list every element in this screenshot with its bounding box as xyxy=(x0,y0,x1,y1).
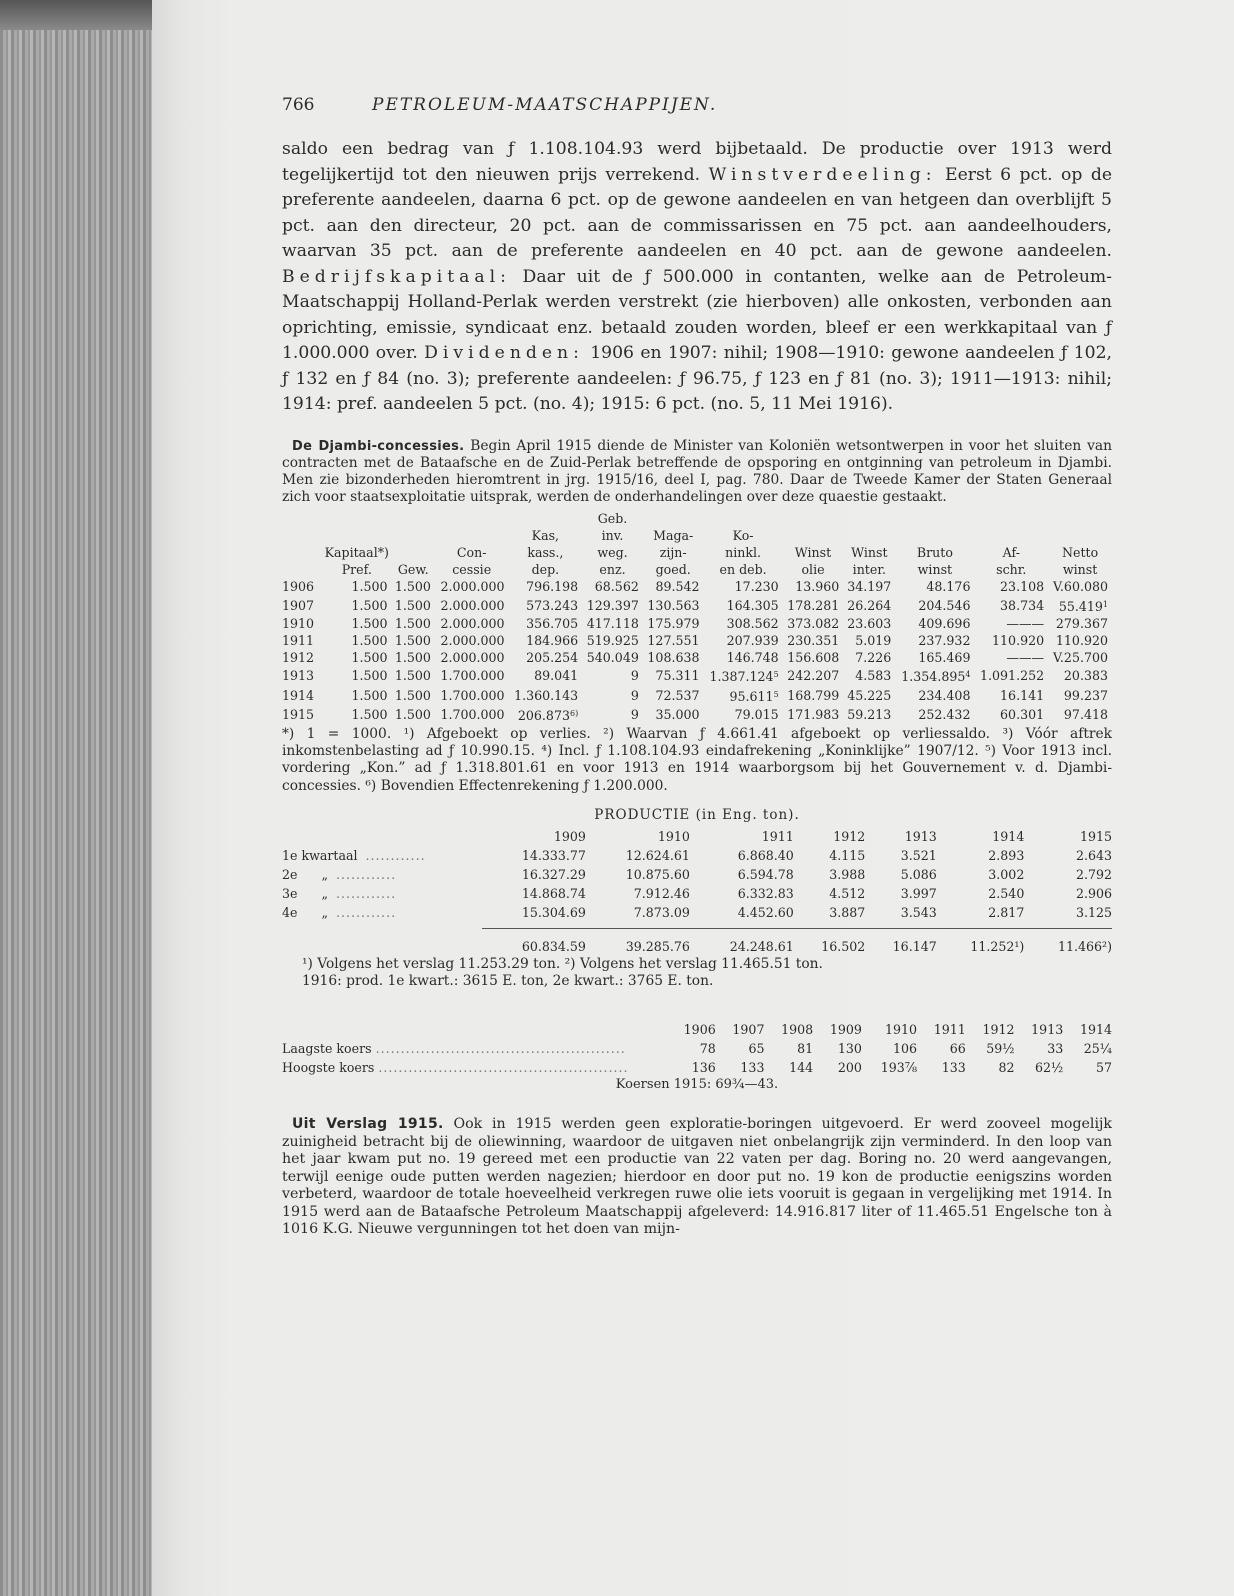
column-header: olie xyxy=(801,562,825,578)
table-cell: 2.000.000 xyxy=(440,632,505,648)
table-cell: 75.311 xyxy=(655,668,700,684)
column-header: weg. xyxy=(597,545,628,561)
table-cell: 89.542 xyxy=(655,579,700,595)
koersen-table xyxy=(282,1020,1112,1077)
year-header: 1914 xyxy=(992,828,1025,844)
table-cell: 4.512 xyxy=(829,885,866,901)
table-cell: 4.115 xyxy=(829,847,866,863)
table-cell: 1.500 xyxy=(394,615,431,631)
table-cell: 1.500 xyxy=(351,668,388,684)
footnote-marker: 5 xyxy=(773,670,779,680)
column-header: Pref. xyxy=(341,562,372,578)
table-cell: 242.207 xyxy=(787,668,840,684)
table-cell: 409.696 xyxy=(918,615,971,631)
year-header: 1906 xyxy=(683,1022,716,1038)
table-cell: 23.108 xyxy=(1000,579,1045,595)
table-cell: 65 xyxy=(748,1041,765,1057)
table-cell: 796.198 xyxy=(526,579,579,595)
year-header: 1909 xyxy=(829,1022,862,1038)
table-cell: 519.925 xyxy=(586,632,639,648)
column-header: winst xyxy=(917,562,953,578)
column-header xyxy=(974,510,1048,527)
column-header xyxy=(783,527,844,544)
column-header xyxy=(509,510,583,527)
table-cell: 178.281 xyxy=(787,597,840,613)
table-cell: 129.397 xyxy=(586,597,639,613)
table-cell: 95.611$^5$ xyxy=(729,688,779,704)
table-cell: 2.000.000 xyxy=(440,597,505,613)
table-cell: V.25.700 xyxy=(1053,650,1108,666)
year-header: 1908 xyxy=(781,1022,814,1038)
table-cell: 2.817 xyxy=(988,904,1025,920)
footnote-marker: 4 xyxy=(965,670,971,680)
table-cell: 81 xyxy=(797,1041,814,1057)
table-cell: 82 xyxy=(998,1060,1015,1076)
column-header xyxy=(974,527,1048,544)
table-cell: 308.562 xyxy=(726,615,779,631)
column-header: winst xyxy=(1062,562,1098,578)
table-cell: 34.197 xyxy=(847,579,892,595)
table-cell: 13.960 xyxy=(795,579,840,595)
table-cell: 1.387.124$^5$ xyxy=(709,669,779,685)
table-cell: 12.624.61 xyxy=(625,847,690,863)
table-row xyxy=(282,578,1112,595)
table-cell: 2.643 xyxy=(1075,847,1112,863)
table-cell: 1912 xyxy=(282,650,315,666)
column-header: kass., xyxy=(527,545,564,561)
page-number: 766 xyxy=(282,95,315,115)
book-edge-shadow xyxy=(0,0,152,30)
table-cell: 4.452.60 xyxy=(737,904,794,920)
column-header xyxy=(643,510,704,527)
table-row xyxy=(282,686,1112,705)
table-cell: 110.920 xyxy=(992,632,1045,648)
table-cell: 3.887 xyxy=(829,904,866,920)
table-row xyxy=(282,884,1112,903)
year-header: 1911 xyxy=(761,828,794,844)
table-cell: 16.141 xyxy=(1000,687,1045,703)
table-cell: 68.562 xyxy=(594,579,639,595)
production-note-1: ¹) Volgens het verslag 11.253.29 ton. ²) Volgens het verslag 11.465.51 ton. xyxy=(302,955,823,972)
table-cell: 417.118 xyxy=(586,615,639,631)
column-header xyxy=(392,510,435,527)
table-cell: 175.979 xyxy=(647,615,700,631)
table-cell: 234.408 xyxy=(918,687,971,703)
column-header xyxy=(392,544,435,561)
table-cell: 20.383 xyxy=(1063,668,1108,684)
column-header xyxy=(895,510,974,527)
table-cell: 1.500 xyxy=(351,615,388,631)
table-cell: 171.983 xyxy=(787,706,840,722)
column-header: Maga- xyxy=(653,528,694,544)
table-cell: 1911 xyxy=(282,632,315,648)
year-header: 1914 xyxy=(1079,1022,1112,1038)
table-cell: 38.734 xyxy=(1000,597,1045,613)
table-cell: 97.418 xyxy=(1063,706,1108,722)
table-cell: 1.500 xyxy=(351,632,388,648)
table-cell: 14.868.74 xyxy=(521,885,586,901)
total-cell: 16.147 xyxy=(892,938,937,954)
table-cell: 16.327.29 xyxy=(521,866,586,882)
table-cell: 1.700.000 xyxy=(440,668,505,684)
table-cell: 130 xyxy=(837,1041,862,1057)
table-cell: 59½ xyxy=(986,1041,1015,1057)
column-header xyxy=(322,527,392,544)
table-cell: 1.500 xyxy=(351,579,388,595)
table-cell: 25¼ xyxy=(1083,1041,1112,1057)
total-cell: 24.248.61 xyxy=(729,938,794,954)
column-header xyxy=(704,510,783,527)
year-header: 1915 xyxy=(1079,828,1112,844)
column-header: Ko- xyxy=(732,528,754,544)
column-header: Con- xyxy=(456,545,487,561)
table-cell: 133 xyxy=(941,1060,966,1076)
verslag-paragraph xyxy=(282,1116,1112,1239)
table-cell: V.60.080 xyxy=(1053,579,1108,595)
table-cell: 252.432 xyxy=(918,706,971,722)
column-header xyxy=(1048,510,1112,527)
table-cell: 1.700.000 xyxy=(440,687,505,703)
column-header xyxy=(843,527,895,544)
column-header: Kapitaal*) xyxy=(324,545,389,561)
row-label: 2e „ ............ xyxy=(282,866,397,882)
table-cell: 1.500 xyxy=(394,632,431,648)
year-header: 1910 xyxy=(657,828,690,844)
table-cell: 2.000.000 xyxy=(440,615,505,631)
table-cell: 1.091.252 xyxy=(980,668,1045,684)
table-cell: 110.920 xyxy=(1055,632,1108,648)
table-cell: 3.988 xyxy=(829,866,866,882)
table-row xyxy=(282,632,1112,649)
table-cell: 573.243 xyxy=(526,597,579,613)
page-header xyxy=(282,95,1112,125)
table-cell: 17.230 xyxy=(734,579,779,595)
table-cell: 6.332.83 xyxy=(737,885,794,901)
table-cell: 1915 xyxy=(282,706,315,722)
table-cell: 33 xyxy=(1047,1041,1064,1057)
table-cell: 130.563 xyxy=(647,597,700,613)
totals-row xyxy=(282,928,1112,956)
table-cell: 1.500 xyxy=(394,687,431,703)
table-cell: 3.543 xyxy=(900,904,937,920)
table-cell: 2.000.000 xyxy=(440,579,505,595)
total-cell: 11.252¹) xyxy=(970,938,1025,954)
column-header: cessie xyxy=(452,562,492,578)
table-cell: 3.002 xyxy=(988,866,1025,882)
column-header: enz. xyxy=(599,562,626,578)
table-cell: 7.226 xyxy=(855,650,892,666)
table-cell: 204.546 xyxy=(918,597,971,613)
financial-header-row xyxy=(282,561,1112,578)
table-cell: 9 xyxy=(630,706,639,722)
table-cell: 1.360.143 xyxy=(514,687,579,703)
column-header xyxy=(392,527,435,544)
total-cell: 60.834.59 xyxy=(521,938,586,954)
table-cell: 1914 xyxy=(282,687,315,703)
table-row xyxy=(282,1058,1112,1077)
table-cell: 540.049 xyxy=(586,650,639,666)
table-cell: 5.019 xyxy=(855,632,892,648)
table-row xyxy=(282,903,1112,922)
table-cell: 230.351 xyxy=(787,632,840,648)
page-content xyxy=(282,95,1112,1239)
column-header xyxy=(1048,527,1112,544)
table-cell: 1.354.895$^4$ xyxy=(901,669,971,685)
table-row xyxy=(282,649,1112,666)
column-header: goed. xyxy=(655,562,691,578)
table-cell: 1913 xyxy=(282,668,315,684)
total-cell: 11.466²) xyxy=(1057,938,1112,954)
row-label: 3e „ ............ xyxy=(282,885,397,901)
column-header xyxy=(322,510,392,527)
total-cell: 16.502 xyxy=(821,938,866,954)
production-table xyxy=(282,827,1112,956)
intro-text-d: 1906 en 1907: nihil; 1908—1910: gewone aandeelen ƒ 102, ƒ 132 en ƒ 84 (no. 3); preferente aandeelen: ƒ 96.75, ƒ 123 en ƒ 81 (no. 3); 1911—1913: nihil; 1914: pref. aandeelen 5 pct. (no. 4); 1915: 6 pct. (no. 5, 11 Mei 1916). xyxy=(282,343,1112,414)
column-header: Winst xyxy=(851,545,888,561)
row-label: 1e kwartaal ............ xyxy=(282,847,426,863)
column-header: Bruto xyxy=(916,545,953,561)
table-cell: 60.301 xyxy=(1000,706,1045,722)
row-label: Laagste koers .................................................. xyxy=(282,1041,626,1057)
year-header: 1910 xyxy=(884,1022,918,1038)
column-header: Geb. xyxy=(597,511,628,527)
year-header: 1907 xyxy=(732,1022,765,1038)
table-cell: 66 xyxy=(949,1041,966,1057)
table-cell: 45.225 xyxy=(847,687,892,703)
table-cell: 1.500 xyxy=(351,706,388,722)
table-cell: 1.500 xyxy=(394,597,431,613)
column-header: Af- xyxy=(1002,545,1020,561)
column-header xyxy=(282,561,322,578)
column-header: Netto xyxy=(1061,545,1099,561)
table-cell: 1.500 xyxy=(394,668,431,684)
table-cell: 1906 xyxy=(282,579,315,595)
table-cell: 5.086 xyxy=(900,866,937,882)
table-cell: 2.792 xyxy=(1075,866,1112,882)
table-cell: 57 xyxy=(1095,1060,1112,1076)
table-cell: 7.912.46 xyxy=(633,885,690,901)
table-row xyxy=(282,1039,1112,1058)
table-cell: 55.419$^1$ xyxy=(1058,598,1108,614)
heading-bedrijfskapitaal: Bedrijfskapitaal: xyxy=(282,266,511,287)
section-lead-djambi: De Djambi-concessies. xyxy=(292,438,465,454)
table-cell: 4.583 xyxy=(855,668,892,684)
djambi-text: Begin April 1915 diende de Minister van Koloniën wetsontwerpen in voor het sluiten van contracten met de Bataafsche en de Zuid-Perlak betreffende de opsporing en ontginning van petroleum in Djambi. Men zie bizonderheden hieromtrent in jrg. 1915/16, deel I, pag. 780. Daar de Tweede Kamer der Staten Generaal zich voor staatsexploitatie uitsprak, werden de onderhandelingen over deze quaestie gestaakt. xyxy=(282,437,1112,506)
year-header: 1912 xyxy=(982,1022,1015,1038)
column-header: Kas, xyxy=(531,528,560,544)
financial-header-row xyxy=(282,510,1112,527)
table-cell: 205.254 xyxy=(526,650,579,666)
table-cell: 168.799 xyxy=(787,687,840,703)
table-cell: 1.500 xyxy=(351,650,388,666)
table-cell: 237.932 xyxy=(918,632,971,648)
column-header: Gew. xyxy=(397,562,429,578)
table-cell: 1.500 xyxy=(394,579,431,595)
table-cell: 2.000.000 xyxy=(440,650,505,666)
column-header xyxy=(843,510,895,527)
table-cell: 164.305 xyxy=(726,597,779,613)
table-cell: 6.594.78 xyxy=(737,866,794,882)
table-cell: 373.082 xyxy=(787,615,840,631)
table-cell: 106 xyxy=(892,1041,918,1057)
table-cell: 59.213 xyxy=(847,706,892,722)
column-header xyxy=(895,527,974,544)
table-row xyxy=(282,865,1112,884)
table-row xyxy=(282,666,1112,685)
financial-table xyxy=(282,510,1112,724)
table-cell: 165.469 xyxy=(918,650,971,666)
table-cell: 7.873.09 xyxy=(633,904,690,920)
table-cell: 62½ xyxy=(1035,1060,1064,1076)
table-cell: 48.176 xyxy=(926,579,971,595)
intro-paragraph xyxy=(282,137,1112,418)
table-cell: ——— xyxy=(1006,650,1045,666)
table-cell: 144 xyxy=(789,1060,814,1076)
table-cell: 3.125 xyxy=(1075,904,1112,920)
footnote-marker: 5 xyxy=(773,689,779,699)
financial-header-row xyxy=(282,527,1112,544)
table-cell: 9 xyxy=(630,687,639,703)
column-header: inter. xyxy=(852,562,886,578)
column-header: zijn- xyxy=(659,545,687,561)
column-header xyxy=(435,527,509,544)
financial-header-row xyxy=(282,544,1112,561)
intro-text-b: Eerst 6 pct. op de preferente aandeelen, daarna 6 pct. op de gewone aandeelen en van hetgeen dan overblijft 5 pct. aan den directeur, 20 pct. aan de commissarissen en 75 pct. aan aandeelhouders, waarvan 35 pct. aan de preferente aandeelen en 40 pct. aan de gewone aandeelen. xyxy=(282,164,1113,261)
intro-text-c: Daar uit de ƒ 500.000 in contanten, welke aan de Petroleum-Maatschappij Holland-Perlak werden verstrekt (zie hierboven) alle onkosten, verbonden aan oprichting, emissie, syndicaat enz. betaald zouden worden, bleef er een werkkapitaal van ƒ 1.000.000 over. xyxy=(282,266,1112,363)
column-header: ninkl. xyxy=(725,545,762,561)
table-cell: 136 xyxy=(691,1060,716,1076)
table-row xyxy=(282,705,1112,724)
table-cell: 2.893 xyxy=(988,847,1025,863)
column-header xyxy=(282,510,322,527)
column-header: dep. xyxy=(531,562,560,578)
table-cell: 99.237 xyxy=(1063,687,1108,703)
table-cell: 1910 xyxy=(282,615,315,631)
heading-dividenden: Dividenden: xyxy=(424,343,584,363)
table-cell: 15.304.69 xyxy=(521,904,586,920)
financial-notes: *) 1 = 1000. ¹) Afgeboekt op verlies. ²) Waarvan ƒ 4.661.41 afgeboekt op verliessaldo. ³) Vóór aftrek inkomstenbelasting ad ƒ 10.990.15. ⁴) Incl. ƒ 1.108.104.93 eindafrekening „Koninklijke” 1907/12. ⁵) Voor 1913 incl. vordering „Kon.” ad ƒ 1.318.801.61 en voor 1913 en 1914 waarborgsom bij het Gouvernement v. d. Djambi-concessies. ⁶) Bovendien Effectenrekening ƒ 1.200.000. xyxy=(282,725,1112,794)
table-cell: 108.638 xyxy=(647,650,700,666)
table-row xyxy=(282,596,1112,615)
table-cell: 279.367 xyxy=(1055,615,1108,631)
table-cell: 1.500 xyxy=(351,597,388,613)
table-cell: ——— xyxy=(1006,615,1045,631)
table-cell: 207.939 xyxy=(726,632,779,648)
table-row xyxy=(282,615,1112,632)
table-cell: 184.966 xyxy=(526,632,579,648)
production-note-2: 1916: prod. 1e kwart.: 3615 E. ton, 2e kwart.: 3765 E. ton. xyxy=(302,972,714,989)
table-cell: 356.705 xyxy=(526,615,579,631)
row-label: 4e „ ............ xyxy=(282,904,397,920)
column-header: schr. xyxy=(996,562,1027,578)
year-header: 1913 xyxy=(904,828,937,844)
table-cell: 146.748 xyxy=(726,650,779,666)
table-cell: 1.700.000 xyxy=(440,706,505,722)
column-header xyxy=(282,544,322,561)
table-cell: 2.906 xyxy=(1075,885,1112,901)
verslag-text: Ook in 1915 werden geen exploratie-boringen uitgevoerd. Er werd zooveel mogelijk zuinigheid betracht bij de oliewinning, waardoor de uitgaven niet onbelangrijk zijn verminderd. In den loop van het jaar kwam put no. 19 gereed met een productie van 22 vaten per dag. Boring no. 20 werd aangevangen, terwijl eenige oude putten werden nagezien; hierdoor en door put no. 19 kon de productie eenigszins worden verbeterd, waardoor de totale hoeveelheid verkregen ruwe olie iets vooruit is gegaan in vergelijking met 1914. In 1915 werd aan de Bataafsche Petroleum Maatschappij afgeleverd: 14.916.817 liter of 11.465.51 Engelsche ton à 1016 K.G. Nieuwe vergunningen tot het doen van mijn- xyxy=(282,1116,1113,1238)
column-header xyxy=(282,527,322,544)
table-cell: 89.041 xyxy=(534,668,579,684)
footnote-marker: 1 xyxy=(1102,599,1108,609)
table-cell: 133 xyxy=(740,1060,765,1076)
table-cell: 127.551 xyxy=(647,632,700,648)
table-cell: 3.997 xyxy=(900,885,937,901)
table-cell: 10.875.60 xyxy=(625,866,690,882)
table-cell: 1.500 xyxy=(351,687,388,703)
footnote-marker: 6) xyxy=(569,708,579,718)
table-cell: 14.333.77 xyxy=(521,847,586,863)
heading-winstverdeeling: Winstverdeeling: xyxy=(708,164,937,185)
table-cell: 1.500 xyxy=(394,650,431,666)
table-cell: 72.537 xyxy=(655,687,700,703)
production-title: PRODUCTIE (in Eng. ton). xyxy=(594,806,800,823)
table-row xyxy=(282,846,1112,865)
column-header xyxy=(435,510,509,527)
row-label: Hoogste koers .................................................. xyxy=(282,1060,629,1076)
intro-text-a: saldo een bedrag van ƒ 1.108.104.93 werd bijbetaald. De productie over 1913 werd tegelijkertijd tot den nieuwen prijs verrekend. xyxy=(282,139,1112,185)
column-header xyxy=(783,510,844,527)
table-cell: 23.603 xyxy=(847,615,892,631)
book-spine-page-edges xyxy=(0,0,152,1596)
table-cell: 2.540 xyxy=(988,885,1025,901)
table-cell: 35.000 xyxy=(655,706,700,722)
table-cell: 156.608 xyxy=(787,650,840,666)
column-header: Winst xyxy=(794,545,832,561)
table-cell: 79.015 xyxy=(734,706,779,722)
table-cell: 1.500 xyxy=(394,706,431,722)
table-cell: 26.264 xyxy=(847,597,892,613)
year-header: 1909 xyxy=(553,828,586,844)
year-header: 1912 xyxy=(833,828,866,844)
table-cell: 200 xyxy=(837,1060,862,1076)
table-cell: 1907 xyxy=(282,597,315,613)
table-cell: 6.868.40 xyxy=(737,847,794,863)
year-header: 1911 xyxy=(933,1022,966,1038)
djambi-paragraph xyxy=(282,438,1112,507)
column-header: inv. xyxy=(601,528,624,544)
koersen-1915: Koersen 1915: 69¾—43. xyxy=(615,1077,779,1093)
table-cell: 3.521 xyxy=(900,847,937,863)
column-header: en deb. xyxy=(719,562,767,578)
running-title: PETROLEUM-MAATSCHAPPIJEN. xyxy=(372,95,718,115)
table-cell: 193⅞ xyxy=(880,1060,918,1076)
year-header: 1913 xyxy=(1031,1022,1064,1038)
table-cell: 9 xyxy=(630,668,639,684)
table-cell: 78 xyxy=(699,1041,716,1057)
section-lead-verslag: Uit Verslag 1915. xyxy=(292,1116,444,1133)
total-cell: 39.285.76 xyxy=(625,938,690,954)
table-cell: 206.873$^{6)}$ xyxy=(517,707,579,723)
